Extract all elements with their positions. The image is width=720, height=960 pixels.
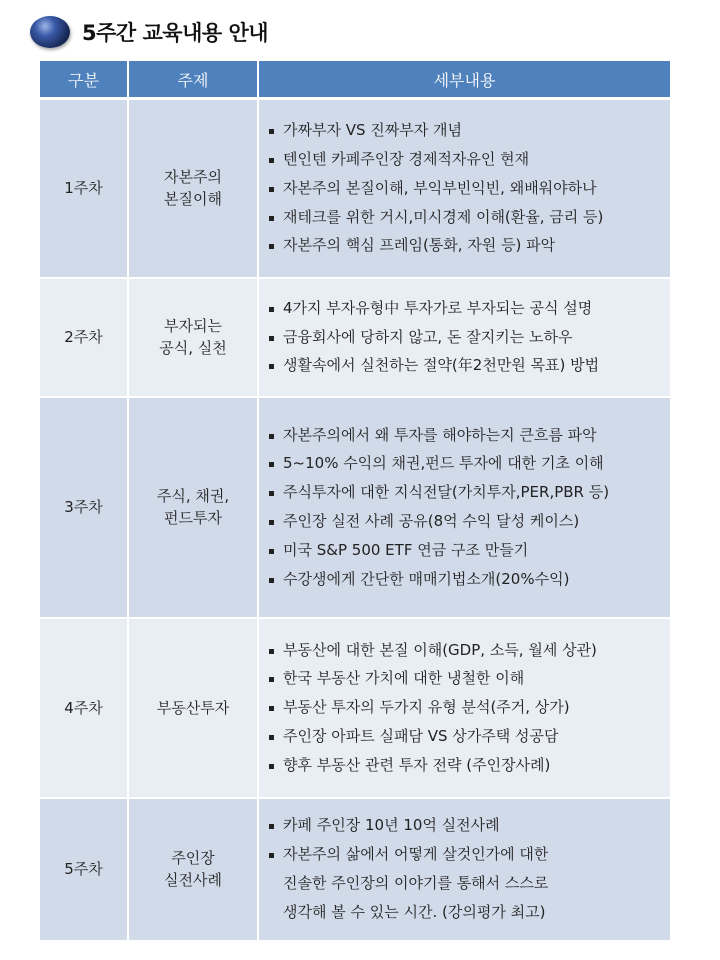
detail-list	[269, 636, 662, 780]
topic-cell	[128, 99, 258, 278]
topic-line: 공식, 실천	[159, 339, 227, 357]
detail-item: 자본주의 본질이해, 부익부빈익빈, 왜배워야하나	[269, 174, 662, 203]
table-row-week-4	[40, 618, 670, 798]
detail-item: 향후 부동산 관련 투자 전략 (주인장사례)	[269, 751, 662, 780]
detail-continuation: 진솔한 주인장의 이야기를 통해서 스스로	[283, 874, 549, 892]
detail-list	[269, 421, 662, 594]
topic-line: 본질이해	[164, 190, 222, 209]
table-row-week-3	[40, 397, 670, 618]
detail-item: 주인장 아파트 실패담 VS 상가주택 성공담	[269, 722, 662, 751]
detail-item: 4가지 부자유형中 투자가로 부자되는 공식 설명	[269, 294, 662, 323]
detail-item: 재테크를 위한 거시,미시경제 이해(환율, 금리 등)	[269, 203, 662, 232]
header-week: 구분	[40, 61, 128, 99]
page-title: 5주간 교육내용 안내	[82, 21, 269, 45]
detail-item: 자본주의에서 왜 투자를 해야하는지 큰흐름 파악	[269, 421, 662, 450]
topic-cell	[128, 278, 258, 397]
details-cell	[258, 618, 670, 798]
detail-item: 자본주의 핵심 프레임(통화, 자원 등) 파악	[269, 231, 662, 260]
topic-line: 자본주의	[164, 168, 222, 187]
detail-item: 생활속에서 실천하는 절약(年2천만원 목표) 방법	[269, 351, 662, 380]
detail-item: 수강생에게 간단한 매매기법소개(20%수익)	[269, 565, 662, 594]
topic-cell	[128, 618, 258, 798]
table-row-week-1	[40, 99, 670, 278]
topic-line: 부동산투자	[156, 698, 230, 717]
detail-item: 카페 주인장 10년 10억 실전사례	[269, 811, 662, 840]
topic-line: 실전사례	[164, 871, 222, 889]
detail-item: 한국 부동산 가치에 대한 냉철한 이해	[269, 664, 662, 693]
topic-cell	[128, 397, 258, 618]
topic-line: 주인장	[171, 849, 215, 867]
header-topic: 주제	[128, 61, 258, 99]
topic-line: 펀드투자	[164, 509, 222, 527]
week-cell: 2주차	[40, 278, 128, 397]
details-cell	[258, 397, 670, 618]
detail-item: 5~10% 수익의 채권,펀드 투자에 대한 기초 이해	[269, 449, 662, 478]
details-cell	[258, 798, 670, 941]
week-cell: 3주차	[40, 397, 128, 618]
details-cell	[258, 99, 670, 278]
header-details: 세부내용	[258, 61, 670, 99]
topic-line: 부자되는	[164, 317, 222, 335]
detail-item-text: 자본주의 삶에서 어떻게 살것인가에 대한	[283, 845, 549, 864]
details-cell	[258, 278, 670, 397]
week-cell: 4주차	[40, 618, 128, 798]
detail-list	[269, 294, 662, 380]
detail-item: 부동산에 대한 본질 이해(GDP, 소득, 월세 상관)	[269, 636, 662, 665]
title-bar	[30, 12, 268, 52]
week-cell: 5주차	[40, 798, 128, 941]
detail-item: 주인장 실전 사례 공유(8억 수익 달성 케이스)	[269, 507, 662, 536]
curriculum-table	[40, 61, 670, 942]
detail-item: 주식투자에 대한 지식전달(가치투자,PER,PBR 등)	[269, 478, 662, 507]
detail-continuation: 생각해 볼 수 있는 시간. (강의평가 최고)	[283, 902, 546, 921]
detail-item	[269, 840, 662, 926]
detail-item: 부동산 투자의 두가지 유형 분석(주거, 상가)	[269, 693, 662, 722]
table-row-week-5	[40, 798, 670, 941]
sphere-bullet-icon	[30, 16, 70, 48]
topic-cell	[128, 798, 258, 941]
topic-line: 주식, 채권,	[156, 487, 230, 505]
detail-list	[269, 116, 662, 260]
detail-list	[269, 811, 662, 926]
detail-item: 텐인텐 카페주인장 경제적자유인 현재	[269, 145, 662, 174]
detail-item: 가짜부자 VS 진짜부자 개념	[269, 116, 662, 145]
detail-item: 미국 S&P 500 ETF 연금 구조 만들기	[269, 536, 662, 565]
week-cell: 1주차	[40, 99, 128, 278]
table-row-week-2	[40, 278, 670, 397]
table-header-row	[40, 61, 670, 99]
detail-item: 금융회사에 당하지 않고, 돈 잘지키는 노하우	[269, 323, 662, 352]
